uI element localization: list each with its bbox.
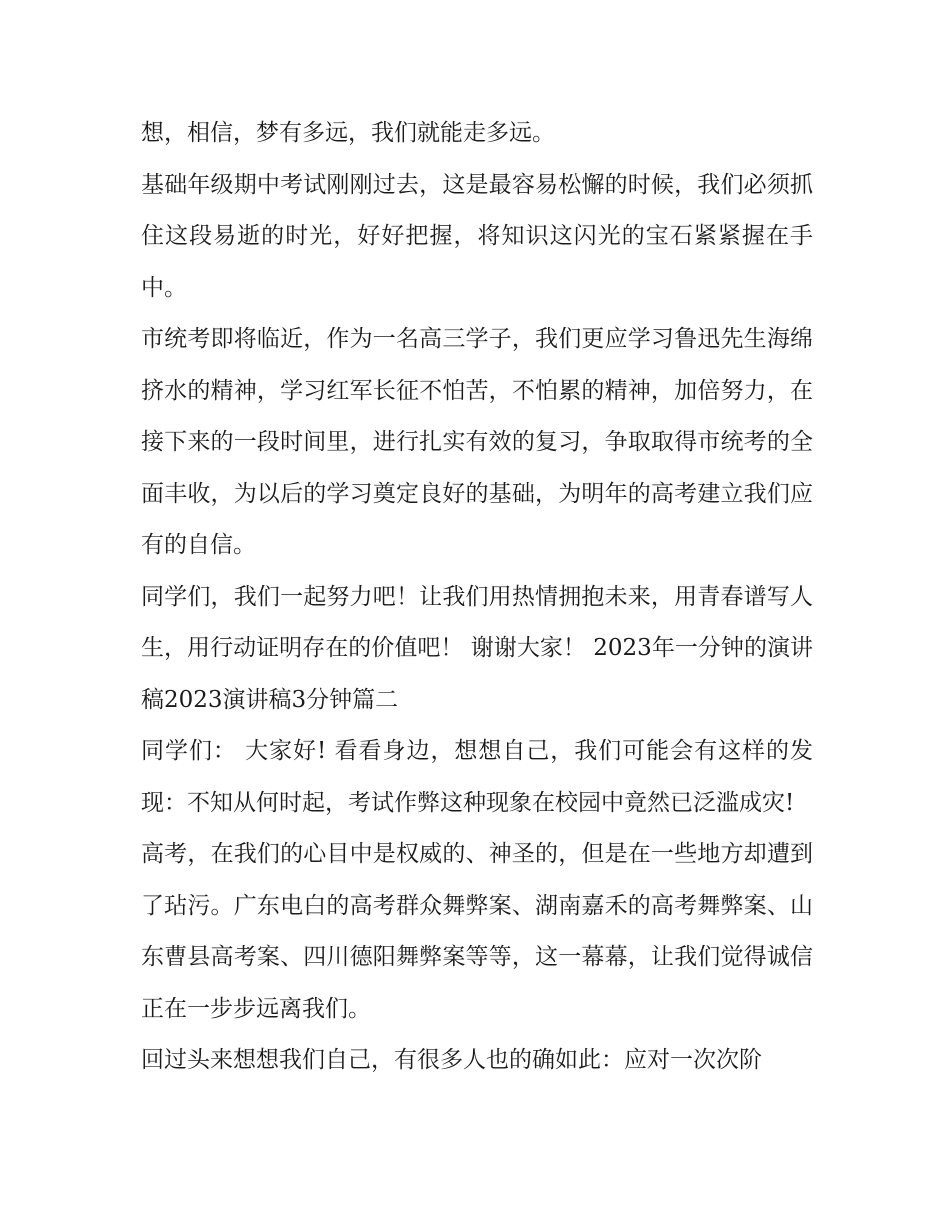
paragraph: 想，相信，梦有多远，我们就能走多远。 — [141, 120, 555, 146]
paragraph: 同学们： 大家好! 看看身边，想想自己，我们可能会有这样的发现：不知从何时起，考试作弊这种现象在校园中竟然已泛滥成灾! — [141, 738, 813, 816]
paragraph: 同学们，我们一起努力吧！让我们用热情拥抱未来，用青春谱写人生，用行动证明存在的价值吧！ 谢谢大家！ 2023年一分钟的演讲稿2023演讲稿3分钟篇二 — [141, 583, 813, 713]
paragraph: 市统考即将临近，作为一名高三学子，我们更应学习鲁迅先生海绵挤水的精神，学习红军长征不怕苦，不怕累的精神，加倍努力，在接下来的一段时间里，进行扎实有效的复习，争取取得市统考的全面丰收，为以后的学习奠定良好的基础，为明年的高考建立我们应有的自信。 — [141, 326, 813, 558]
paragraph: 回过头来想想我们自己，有很多人也的确如此：应对一次次阶 — [141, 1047, 762, 1073]
paragraph: 基础年级期中考试刚刚过去，这是最容易松懈的时候，我们必须抓住这段易逝的时光，好好把握，将知识这闪光的宝石紧紧握在手中。 — [141, 171, 813, 301]
paragraph: 高考，在我们的心目中是权威的、神圣的，但是在一些地方却遭到了玷污。广东电白的高考群众舞弊案、湖南嘉禾的高考舞弊案、山东曹县高考案、四川德阳舞弊案等等，这一幕幕，让我们觉得诚信正在一步步远离我们。 — [141, 841, 813, 1022]
document-body — [141, 108, 813, 1087]
